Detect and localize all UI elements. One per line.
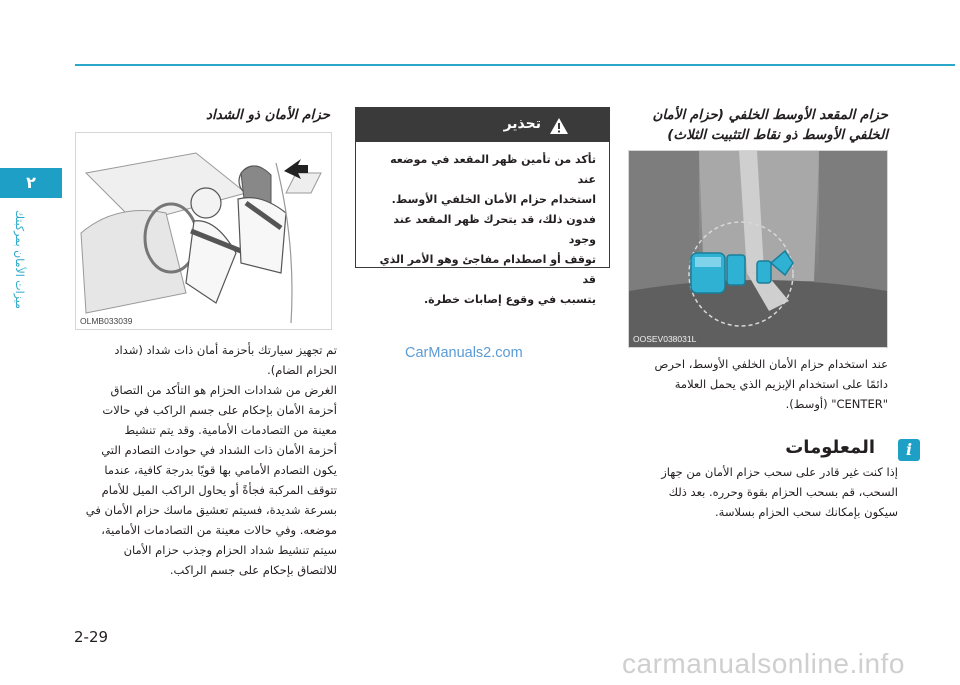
info-icon: i <box>898 439 920 461</box>
warning-triangle-icon <box>549 117 569 135</box>
pretensioner-line: تتوقف المركبة فجأةً أو يحاول الراكب الميل للأمام <box>101 483 337 497</box>
information-line: سيكون بإمكانك سحب الحزام بسلاسة. <box>715 505 898 519</box>
center-belt-line: دائمًا على استخدام الإبزيم الذي يحمل العلامة <box>674 377 888 391</box>
information-heading <box>760 437 920 461</box>
center-belt-figure-code: OOSEV038031L <box>633 334 697 344</box>
pretensioner-line: موضعه. وفي حالات معينة من التصادمات الأمامية، <box>101 523 337 537</box>
information-line: السحب، قم بسحب الحزام بقوة وحرره. بعد ذلك <box>668 485 898 499</box>
center-belt-paragraph <box>625 354 888 414</box>
warning-box <box>355 107 610 306</box>
carmanualsonline-watermark[interactable]: carmanualsonline.info <box>622 648 905 679</box>
center-belt-line: عند استخدام حزام الأمان الخلفي الأوسط، احرص <box>654 357 888 371</box>
warning-body <box>370 150 596 310</box>
center-belt-illustration <box>629 151 887 347</box>
pretensioner-line: تم تجهيز سيارتك بأحزمة أمان ذات شداد (شداد <box>114 343 337 357</box>
pretensioner-line: أحزمة الأمان ذات الشداد في حوادث التصادم التي <box>101 443 337 457</box>
page-number: 2-29 <box>74 628 109 646</box>
header-rule <box>75 64 955 66</box>
pretensioner-figure <box>75 132 332 330</box>
pretensioner-illustration <box>76 133 331 329</box>
carmanuals-watermark[interactable]: CarManuals2.com <box>405 345 523 361</box>
pretensioner-heading: حزام الأمان ذو الشداد <box>206 107 330 123</box>
warning-line: توقف أو اصطدام مفاجئ وهو الأمر الذي قد <box>379 253 596 286</box>
warning-line: يتسبب في وقوع إصابات خطرة. <box>423 293 596 306</box>
chapter-number: ٢ <box>26 173 36 192</box>
pretensioner-line: للالتصاق بإحكام على جسم الراكب. <box>169 563 337 577</box>
information-title: المعلومات <box>785 437 875 458</box>
chapter-tab <box>0 168 62 198</box>
warning-header <box>356 108 609 142</box>
center-belt-line: "CENTER" (أوسط). <box>785 397 888 411</box>
pretensioner-line: أحزمة الأمان بإحكام على جسم الراكب في حالات <box>102 403 337 417</box>
warning-line: استخدام حزام الأمان الخلفي الأوسط. <box>391 193 596 206</box>
pretensioner-figure-code: OLMB033039 <box>80 316 133 326</box>
warning-title: تحذير <box>503 116 541 132</box>
pretensioner-line: سيتم تنشيط شداد الحزام وجذب حزام الأمان <box>123 543 337 557</box>
pretensioner-paragraph <box>75 340 337 580</box>
center-belt-heading-line2: الخلفي الأوسط ذو نقاط التثبيت الثلاث) <box>667 127 888 143</box>
pretensioner-line: الغرض من شدادات الحزام هو التأكد من التصاق <box>110 383 337 397</box>
pretensioner-line: بسرعة شديدة، فسيتم تعشيق ماسك حزام الأمان في <box>85 503 337 517</box>
pretensioner-line: معينة من التصادمات الأمامية. وقد يتم تنشيط <box>124 423 337 437</box>
information-paragraph <box>625 462 898 522</box>
warning-line: تأكد من تأمين ظهر المقعد في موضعه عند <box>390 153 596 186</box>
pretensioner-line: يكون التصادم الأمامي بها قويًا بدرجة كافية، عندما <box>104 463 337 477</box>
warning-line: فدون ذلك، قد يتحرك ظهر المقعد عند وجود <box>393 213 596 246</box>
pretensioner-line: الحزام الضام). <box>267 363 337 377</box>
center-belt-heading-line1: حزام المقعد الأوسط الخلفي (حزام الأمان <box>652 107 888 123</box>
center-belt-figure <box>628 150 888 348</box>
chapter-label: ميزات الأمان بمركبتك <box>13 210 26 309</box>
information-line: إذا كنت غير قادر على سحب حزام الأمان من جهاز <box>661 465 898 479</box>
